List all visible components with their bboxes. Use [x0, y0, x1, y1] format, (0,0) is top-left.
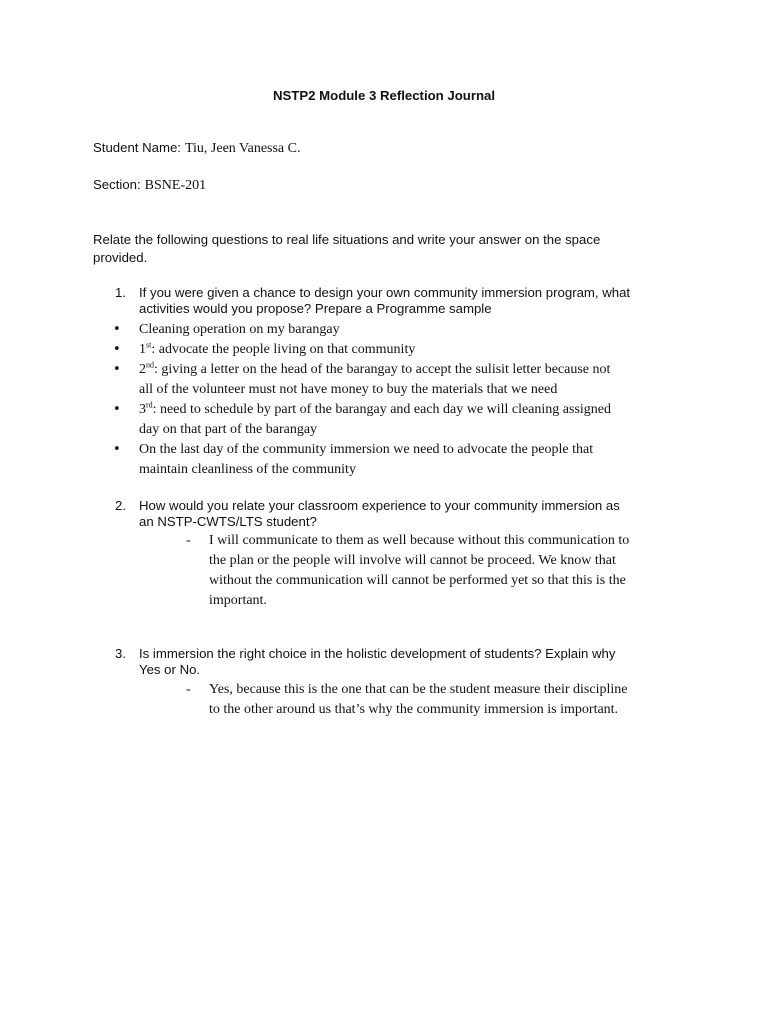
answer-1-bullet-4: 3rd: need to schedule by part of the barangay and each day we will cleaning assigned — [139, 400, 612, 417]
question-1-line-1: If you were given a chance to design your own community immersion program, what — [139, 285, 631, 300]
question-2-line-1: How would you relate your classroom experience to your community immersion as — [139, 498, 620, 513]
question-3-line-2: Yes or No. — [139, 662, 201, 677]
bullet-icon: • — [113, 322, 121, 337]
student-name-label: Student Name: — [93, 140, 181, 155]
section-value: BSNE-201 — [144, 178, 207, 193]
answer-1-bullet-5: On the last day of the community immersion we need to advocate the people that — [139, 442, 594, 457]
student-name-line — [93, 139, 300, 159]
question-1-line-2: activities would you propose? Prepare a Programme sample — [139, 301, 492, 316]
question-1-number: 1. — [115, 285, 126, 300]
question-2-line-2: an NSTP-CWTS/LTS student? — [139, 514, 317, 529]
answer-1-bullet-5-line-2: maintain cleanliness of the community — [139, 462, 356, 477]
section-label: Section: — [93, 177, 141, 192]
dash-marker: - — [186, 682, 191, 697]
answer-1-bullet-1: Cleaning operation on my barangay — [139, 322, 340, 337]
answer-2-line-4: important. — [209, 593, 267, 608]
student-name-value: Tiu, Jeen Vanessa C. — [184, 141, 301, 156]
document-title: NSTP2 Module 3 Reflection Journal — [272, 88, 496, 103]
question-2-number: 2. — [115, 498, 126, 513]
instructions-text: Relate the following questions to real life situations and write your answer on the space provided. — [93, 232, 601, 265]
answer-2-line-3: without the communication will cannot be performed yet so that this is the — [209, 573, 626, 588]
section-line — [93, 176, 206, 196]
bullet-icon: • — [113, 442, 121, 457]
dash-marker: - — [186, 533, 191, 548]
question-3-number: 3. — [115, 646, 126, 661]
answer-1-bullet-3-line-2: all of the volunteer must not have money to buy the materials that we need — [139, 382, 558, 397]
answer-3-line-2: to the other around us that’s why the community immersion is important. — [209, 702, 619, 717]
bullet-icon: • — [113, 362, 121, 377]
bullet-icon: • — [113, 402, 121, 417]
answer-3-line-1: Yes, because this is the one that can be the student measure their discipline — [209, 682, 628, 697]
answer-1-bullet-4-line-2: day on that part of the barangay — [139, 422, 318, 437]
answer-2-line-2: the plan or the people will involve will cannot be proceed. We know that — [209, 553, 616, 568]
answer-1-bullet-3: 2nd: giving a letter on the head of the barangay to accept the sulisit letter because not — [139, 360, 611, 377]
answer-2-line-1: I will communicate to them as well because without this communication to — [209, 533, 630, 548]
question-3-line-1: Is immersion the right choice in the holistic development of students? Explain why — [139, 646, 616, 661]
bullet-icon: • — [113, 342, 121, 357]
answer-1-bullet-2: 1st: advocate the people living on that community — [139, 340, 416, 357]
